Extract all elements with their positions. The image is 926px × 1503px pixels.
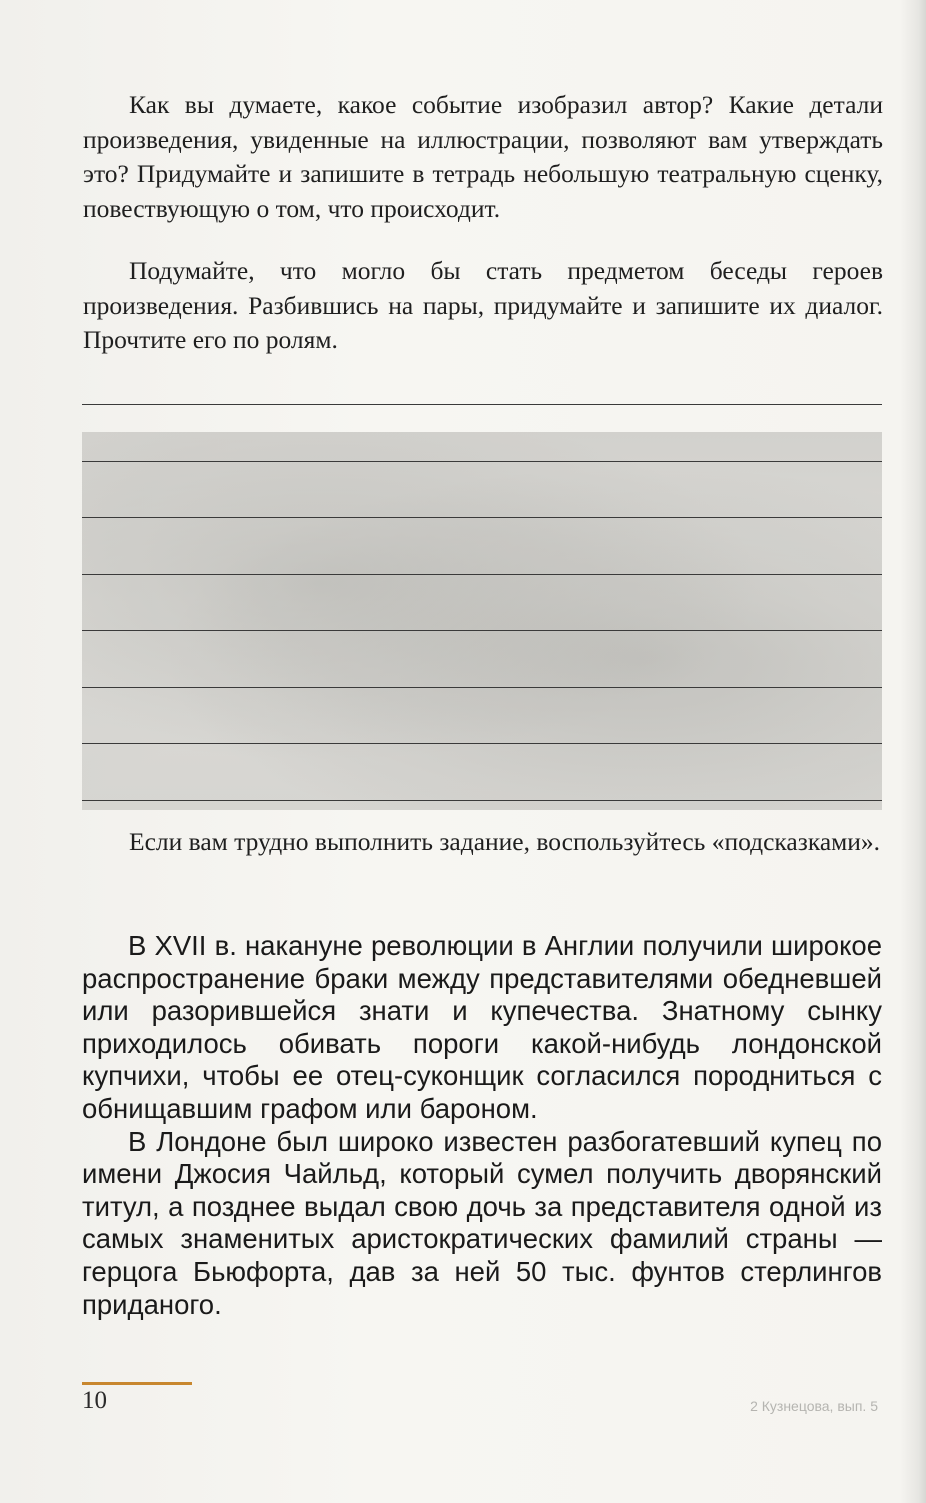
answer-line[interactable]	[82, 630, 882, 631]
page-number: 10	[82, 1387, 107, 1414]
page-number-rule	[82, 1382, 192, 1385]
answer-line[interactable]	[82, 800, 882, 801]
answer-line[interactable]	[82, 687, 882, 688]
answer-line[interactable]	[82, 517, 882, 518]
task-paragraph-2	[83, 254, 883, 358]
history-paragraph-1: В XVII в. накануне революции в Англии получили широкое распространение браки между представителями обедневшей или разорившейся знати и купечества. Знатному сынку приходилось обивать пороги какой-нибудь лондонской купчихи, чтобы ее отец-суконщик согласился породниться с обнищавшим графом или бароном.	[82, 930, 882, 1124]
page-edge-shadow	[900, 0, 926, 1503]
task-text-2: Подумайте, что могло бы стать предметом беседы героев произведения. Разбившись на пары, придумайте и запишите их диалог. Прочтите его по ролям.	[83, 256, 883, 354]
hint-text: Если вам трудно выполнить задание, воспользуйтесь «подсказками».	[129, 827, 881, 856]
task-text-1: Как вы думаете, какое событие изобразил автор? Какие детали произведения, увиденные на иллюстрации, позволяют вам утверждать это? Придумайте и запишите в тетрадь небольшую театральную сценку, повествующую о том, что происходит.	[83, 90, 883, 223]
answer-line[interactable]	[82, 574, 882, 575]
background-illustration	[82, 432, 882, 810]
history-reference	[82, 930, 882, 1321]
history-paragraph-2: В Лондоне был широко известен разбогатевший купец по имени Джосия Чайльд, который сумел получить дворянский титул, а позднее выдал свою дочь за представителя одной из самых знаменитых аристократических фамилий страны — герцога Бьюфорта, дав за ней 50 тыс. фунтов стерлингов приданого.	[82, 1125, 882, 1320]
footer-signature: 2 Кузнецова, вып. 5	[750, 1398, 878, 1414]
task-paragraph-1	[83, 88, 883, 226]
hint-paragraph	[83, 825, 883, 860]
answer-line[interactable]	[82, 404, 882, 405]
answer-line[interactable]	[82, 461, 882, 462]
answer-line[interactable]	[82, 743, 882, 744]
